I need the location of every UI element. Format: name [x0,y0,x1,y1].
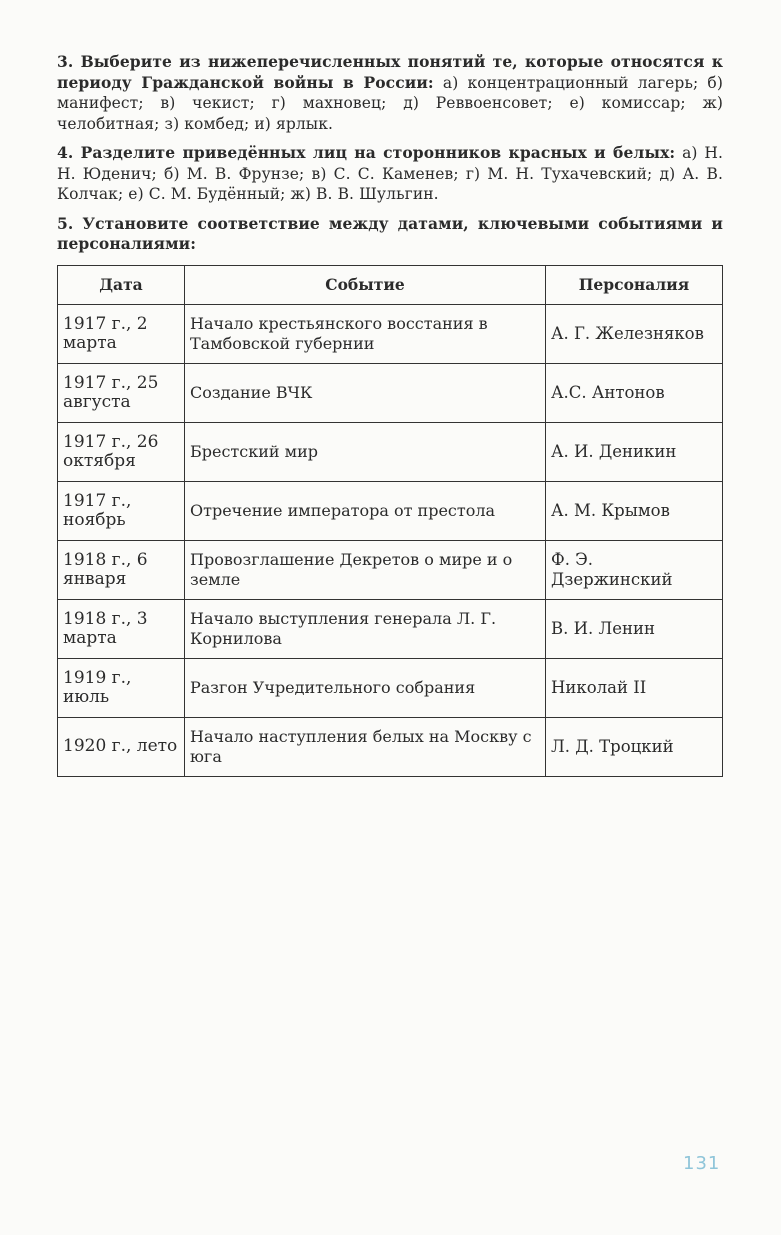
date-cell: 1919 г., июль [58,658,185,717]
event-cell: Отречение императора от престола [185,481,546,540]
header-date: Дата [58,265,185,304]
person-cell: Ф. Э. Дзержинский [546,540,723,599]
task-5 [57,214,723,255]
table-row [58,422,723,481]
date-cell: 1917 г., 25 августа [58,363,185,422]
table-row [58,717,723,776]
page-content [57,52,723,777]
task-4-body: а) Н. Н. Юденич; б) М. В. Фрунзе; в) С. С. Каменев; г) М. Н. Тухачевский; д) А. В. Колчак; е) С. М. Будённый; ж) В. В. Шульгин. [57,144,723,203]
table-row [58,658,723,717]
person-cell: А.С. Антонов [546,363,723,422]
person-cell: А. И. Деникин [546,422,723,481]
event-cell: Начало наступления белых на Москву с юга [185,717,546,776]
event-cell: Разгон Учредительного собрания [185,658,546,717]
date-cell: 1917 г., ноябрь [58,481,185,540]
page-number: 131 [683,1153,721,1174]
event-cell: Провозглашение Декретов о мире и о земле [185,540,546,599]
task-4 [57,143,723,205]
task-3-heading: 3. Выберите из нижеперечисленных понятий те, которые относятся к периоду Гражданской войны в России: [57,52,723,92]
task-3 [57,52,723,134]
table-row [58,540,723,599]
header-person: Персоналия [546,265,723,304]
person-cell: Николай II [546,658,723,717]
date-cell: 1920 г., лето [58,717,185,776]
event-cell: Создание ВЧК [185,363,546,422]
table-row [58,363,723,422]
table-row [58,481,723,540]
table-header-row [58,265,723,304]
task-4-heading: 4. Разделите приведённых лиц на сторонников красных и белых: [57,143,676,162]
event-cell: Начало крестьянского восстания в Тамбовской губернии [185,304,546,363]
person-cell: В. И. Ленин [546,599,723,658]
date-cell: 1918 г., 3 марта [58,599,185,658]
person-cell: Л. Д. Троцкий [546,717,723,776]
table-row [58,304,723,363]
date-cell: 1918 г., 6 января [58,540,185,599]
matching-table [57,265,723,777]
date-cell: 1917 г., 26 октября [58,422,185,481]
event-cell: Начало выступления генерала Л. Г. Корнилова [185,599,546,658]
event-cell: Брестский мир [185,422,546,481]
task-3-body: а) концентрационный лагерь; б) манифест; в) чекист; г) махновец; д) Реввоенсовет; е) комиссар; ж) челобитная; з) комбед; и) ярлык. [57,73,723,133]
date-cell: 1917 г., 2 марта [58,304,185,363]
header-event: Событие [185,265,546,304]
person-cell: А. М. Крымов [546,481,723,540]
table-row [58,599,723,658]
person-cell: А. Г. Железняков [546,304,723,363]
task-5-heading: 5. Установите соответствие между датами, ключевыми событиями и персоналиями: [57,213,723,253]
